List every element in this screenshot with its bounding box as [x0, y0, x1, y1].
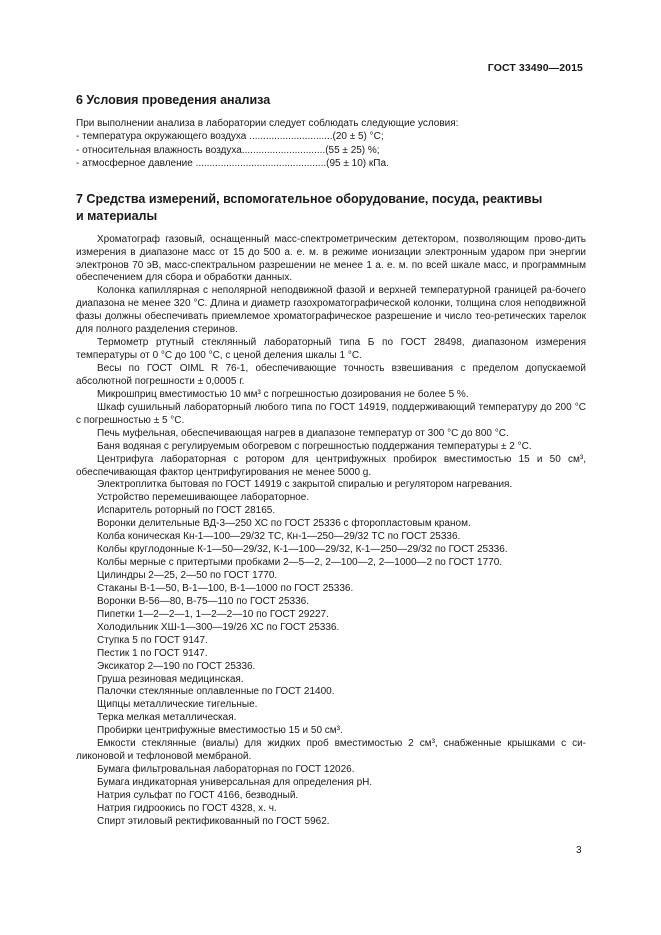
list-item: Весы по ГОСТ OIML R 76-1, обеспечивающие точность взвешивания с пределом допускаемой абсолютной погрешности ± 0,0005 г.: [76, 363, 586, 387]
list-item: Натрия гидроокись по ГОСТ 4328, х. ч.: [97, 802, 277, 814]
list-item: Центрифуга лабораторная с ротором для центрифужных пробирок вместимостью 15 и 50 см³, обеспечивающая фактор центрифугирования не менее 5000 g.: [76, 453, 586, 478]
list-item: Испаритель роторный по ГОСТ 28165.: [97, 505, 276, 517]
list-item: Цилиндры 2—25, 2—50 по ГОСТ 1770.: [97, 570, 278, 581]
page-number: 3: [576, 845, 582, 856]
list-item: Колонка капиллярная с неполярной неподвижной фазой и верхней температурной границей ра-бочего диапазона не менее 320 °С. Длина и диаметр газохроматографической колонки, толщина слоя неподвижной фазы должны обеспечивать приемлемое хроматографическое разрешение и число тео-ретических тарелок для полного разделения стеринов.: [76, 285, 586, 336]
list-item: Холодильник ХШ-1—300—19/26 ХС по ГОСТ 25336.: [97, 621, 340, 633]
page-content: [76, 92, 586, 829]
list-item: Микрошприц вместимостью 10 мм³ с погрешностью дозирования не более 5 %.: [97, 388, 469, 400]
list-item: Колбы круглодонные К-1—50—29/32, К-1—100—29/32, К-1—250—29/32 по ГОСТ 25336.: [97, 544, 508, 556]
list-item: Бумага фильтровальная лабораторная по ГОСТ 12026.: [97, 764, 355, 776]
list-item: Бумага индикаторная универсальная для определения рН.: [97, 777, 373, 788]
section-7-title: [76, 191, 586, 225]
list-item: Термометр ртутный стеклянный лабораторный типа Б по ГОСТ 28498, диапазоном измерения температуры от 0 °С до 100 °С, с ценой деления шкалы 1 °С.: [76, 337, 586, 362]
equipment-list: [76, 234, 586, 829]
list-item: Пробирки центрифужные вместимостью 15 и 50 см³.: [97, 725, 343, 737]
section-7-title-line2: и материалы: [76, 208, 158, 223]
list-item: Воронки делительные ВД-3—250 ХС по ГОСТ 25336 с фторопластовым краном.: [97, 518, 471, 530]
list-item: Пипетки 1—2—2—1, 1—2—2—10 по ГОСТ 29227.: [97, 608, 329, 620]
list-item: Печь муфельная, обеспечивающая нагрев в диапазоне температур от 300 °С до 800 °С.: [97, 427, 509, 439]
list-item: Щипцы металлические тигельные.: [97, 699, 258, 711]
section-7-title-line1: 7 Средства измерений, вспомогательное оборудование, посуда, реактивы: [76, 191, 543, 206]
list-item: Баня водяная с регулируемым обогревом с погрешностью поддержания температуры ± 2 °С.: [97, 440, 532, 452]
condition-humidity: - относительная влажность воздуха..............................(55 ± 25) %;: [76, 144, 380, 156]
list-item: Спирт этиловый ректификованный по ГОСТ 5962.: [97, 815, 330, 827]
list-item: Натрия сульфат по ГОСТ 4166, безводный.: [97, 789, 299, 801]
list-item: Палочки стеклянные оплавленные по ГОСТ 21400.: [97, 686, 335, 698]
list-item: Груша резиновая медицинская.: [97, 673, 244, 685]
list-item: Шкаф сушильный лабораторный любого типа по ГОСТ 14919, поддерживающий температуру до 200 °С с погрешностью ± 5 °С.: [76, 401, 586, 426]
list-item: Колба коническая Кн-1—100—29/32 ТС, Кн-1—250—29/32 ТС по ГОСТ 25336.: [97, 531, 461, 543]
list-item: Эксикатор 2—190 по ГОСТ 25336.: [97, 660, 256, 672]
list-item: Устройство перемешивающее лабораторное.: [97, 492, 310, 504]
list-item: Пестик 1 по ГОСТ 9147.: [97, 647, 208, 659]
conditions-intro: При выполнении анализа в лаборатории следует соблюдать следующие условия:: [76, 118, 459, 129]
list-item: Емкости стеклянные (виалы) для жидких проб вместимостью 2 см³, снабженные крышками с си-ликоновой и тефлоновой мембраной.: [76, 738, 586, 763]
section-6-title: 6 Условия проведения анализа: [76, 93, 271, 107]
list-item: Электроплитка бытовая по ГОСТ 14919 с закрытой спиралью и регулятором нагревания.: [97, 479, 513, 491]
conditions-block: [76, 117, 586, 171]
list-item: Терка мелкая металлическая.: [97, 712, 237, 724]
list-item: Воронки В-56—80, В-75—110 по ГОСТ 25336.: [97, 595, 310, 607]
list-item: Колбы мерные с притертыми пробками 2—5—2, 2—100—2, 2—1000—2 по ГОСТ 1770.: [97, 557, 503, 569]
condition-pressure: - атмосферное давление ...............................................(95 ± 10) кПа.: [76, 158, 389, 170]
document-id: ГОСТ 33490—2015: [487, 62, 583, 74]
list-item: Ступка 5 по ГОСТ 9147.: [97, 634, 208, 646]
list-item: Стаканы В-1—50, В-1—100, В-1—1000 по ГОСТ 25336.: [97, 582, 354, 594]
list-item: Хроматограф газовый, оснащенный масс-спектрометрическим детектором, позволяющим прово-дить измерения в диапазоне масс от 15 до 500 а. е. м. в режиме ионизации электронным ударом при энергии электронов 70 эВ, масс-спектральном разрешении не менее 1 а. е. м. по всей шкале масс, и программным обеспечением для сбора и обработки данных.: [76, 233, 586, 284]
condition-temperature: - температура окружающего воздуха ..............................(20 ± 5) °С;: [76, 131, 384, 143]
